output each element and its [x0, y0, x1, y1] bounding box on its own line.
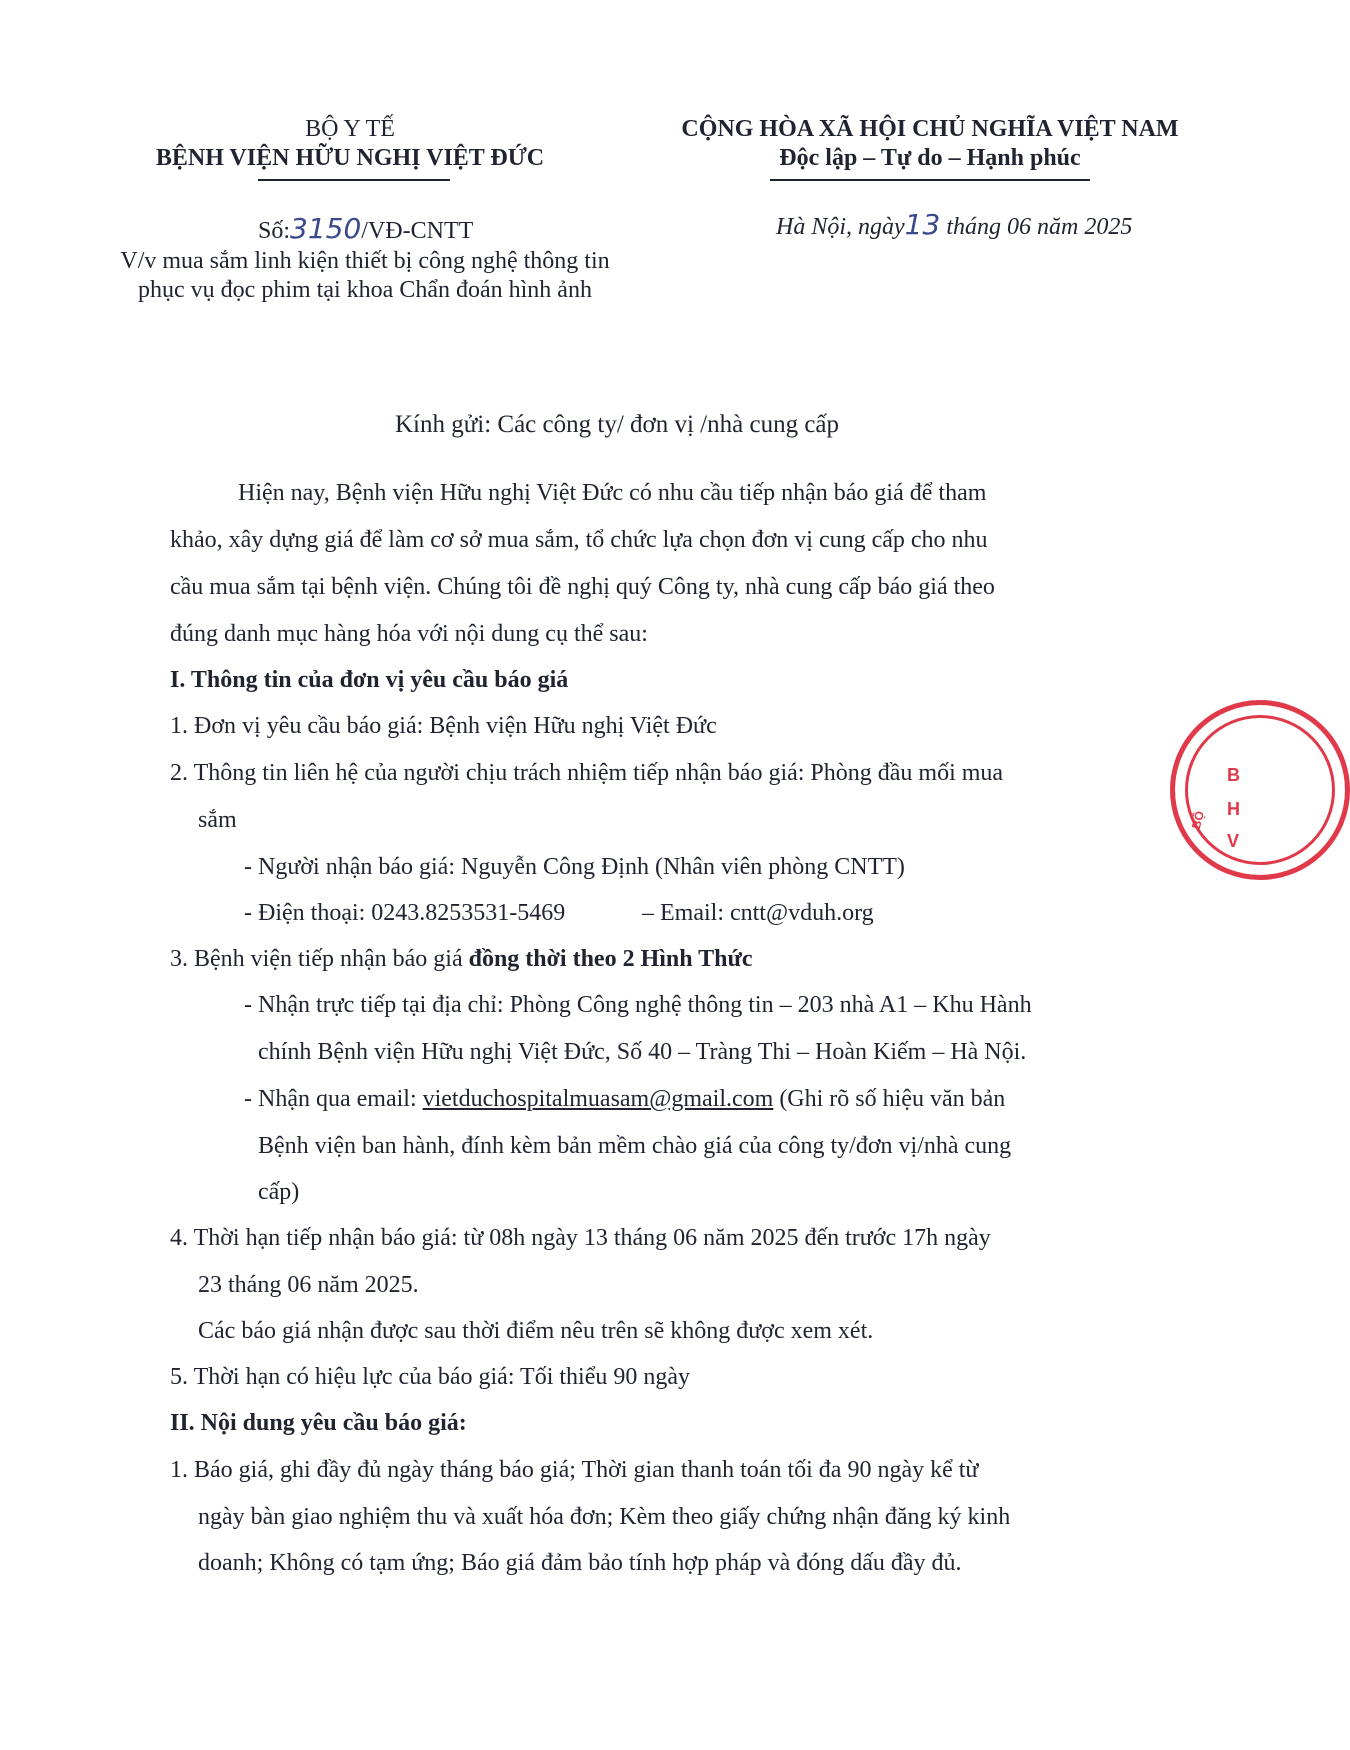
email-submission-cont: cấp) [258, 1179, 300, 1205]
date-day-handwritten: 13 [904, 208, 941, 241]
ministry-name: BỘ Y TẾ [305, 116, 395, 142]
email-submission-suffix: (Ghi rõ số hiệu văn bản [773, 1086, 1006, 1112]
stamp-side-text: BỘ [1188, 809, 1208, 831]
hospital-name-underline [258, 179, 450, 181]
intro-line: đúng danh mục hàng hóa với nội dung cụ thể sau: [170, 621, 648, 647]
section-2-heading: II. Nội dung yêu cầu báo giá: [170, 1410, 467, 1436]
receiver-name: - Người nhận báo giá: Nguyễn Công Định (Nhân viên phòng CNTT) [244, 854, 905, 880]
section-1-item-4-cont: 23 tháng 06 năm 2025. [198, 1272, 419, 1298]
subject-line-1: V/v mua sắm linh kiện thiết bị công nghệ thông tin [120, 248, 610, 274]
date-suffix: tháng 06 năm 2025 [940, 214, 1133, 240]
subject-line-2: phục vụ đọc phim tại khoa Chẩn đoán hình ảnh [138, 277, 592, 303]
submission-email-link[interactable]: vietduchospitalmuasam@gmail.com [422, 1086, 774, 1112]
section-2-item-1-cont: doanh; Không có tạm ứng; Báo giá đảm bảo tính hợp pháp và đóng dấu đầy đủ. [198, 1550, 962, 1576]
intro-line: cầu mua sắm tại bệnh viện. Chúng tôi đề nghị quý Công ty, nhà cung cấp báo giá theo [170, 574, 995, 600]
stamp-letter: H [1227, 799, 1240, 819]
contact-email: – Email: cntt@vduh.org [642, 900, 874, 926]
date-prefix: Hà Nội, ngày [776, 214, 905, 240]
section-2-item-1: 1. Báo giá, ghi đầy đủ ngày tháng báo giá; Thời gian thanh toán tối đa 90 ngày kể từ [170, 1457, 979, 1483]
section-2-item-1-cont: ngày bàn giao nghiệm thu và xuất hóa đơn; Kèm theo giấy chứng nhận đăng ký kinh [198, 1504, 1011, 1530]
section-1-item-5: 5. Thời hạn có hiệu lực của báo giá: Tối thiểu 90 ngày [170, 1364, 691, 1390]
section-1-item-4: 4. Thời hạn tiếp nhận báo giá: từ 08h ngày 13 tháng 06 năm 2025 đến trước 17h ngày [170, 1225, 991, 1251]
section-1-item-1: 1. Đơn vị yêu cầu báo giá: Bệnh viện Hữu nghị Việt Đức [170, 713, 717, 739]
email-submission [244, 1084, 1005, 1114]
section-1-item-4-note: Các báo giá nhận được sau thời điểm nêu trên sẽ không được xem xét. [198, 1318, 874, 1344]
intro-line: khảo, xây dựng giá để làm cơ sở mua sắm, tổ chức lựa chọn đơn vị cung cấp cho nhu [170, 527, 988, 553]
section-1-item-3 [170, 944, 753, 974]
hospital-name: BỆNH VIỆN HỮU NGHỊ VIỆT ĐỨC [155, 145, 545, 171]
email-submission-prefix: - Nhận qua email: [244, 1086, 423, 1112]
direct-submission-address: - Nhận trực tiếp tại địa chỉ: Phòng Công nghệ thông tin – 203 nhà A1 – Khu Hành [244, 992, 1032, 1018]
item-3-bold: đồng thời theo 2 Hình Thức [468, 946, 753, 972]
so-suffix: /VĐ-CNTT [361, 218, 474, 244]
section-1-item-2-cont: sắm [198, 807, 237, 833]
country-name: CỘNG HÒA XÃ HỘI CHỦ NGHĨA VIỆT NAM [681, 116, 1179, 142]
stamp-letter: B [1227, 765, 1240, 785]
section-1-heading: I. Thông tin của đơn vị yêu cầu báo giá [170, 667, 569, 693]
section-1-item-2: 2. Thông tin liên hệ của người chịu trách nhiệm tiếp nhận báo giá: Phòng đầu mối mua [170, 760, 1004, 786]
document-number [258, 214, 473, 246]
national-motto: Độc lập – Tự do – Hạnh phúc [779, 145, 1081, 171]
so-number-handwritten: 3150 [290, 212, 362, 245]
official-stamp [1170, 700, 1350, 880]
contact-phone: - Điện thoại: 0243.8253531-5469 [244, 900, 566, 926]
motto-underline [770, 179, 1090, 181]
stamp-letter: V [1227, 831, 1240, 851]
so-label: Số: [258, 218, 291, 244]
greeting: Kính gửi: Các công ty/ đơn vị /nhà cung cấp [394, 411, 840, 438]
document-date [776, 210, 1132, 242]
intro-line: Hiện nay, Bệnh viện Hữu nghị Việt Đức có nhu cầu tiếp nhận báo giá để tham [238, 480, 987, 506]
email-submission-cont: Bệnh viện ban hành, đính kèm bản mềm chào giá của công ty/đơn vị/nhà cung [258, 1133, 1012, 1159]
direct-submission-address-cont: chính Bệnh viện Hữu nghị Việt Đức, Số 40 – Tràng Thi – Hoàn Kiếm – Hà Nội. [258, 1039, 1027, 1065]
item-3-prefix: 3. Bệnh viện tiếp nhận báo giá [170, 946, 469, 972]
